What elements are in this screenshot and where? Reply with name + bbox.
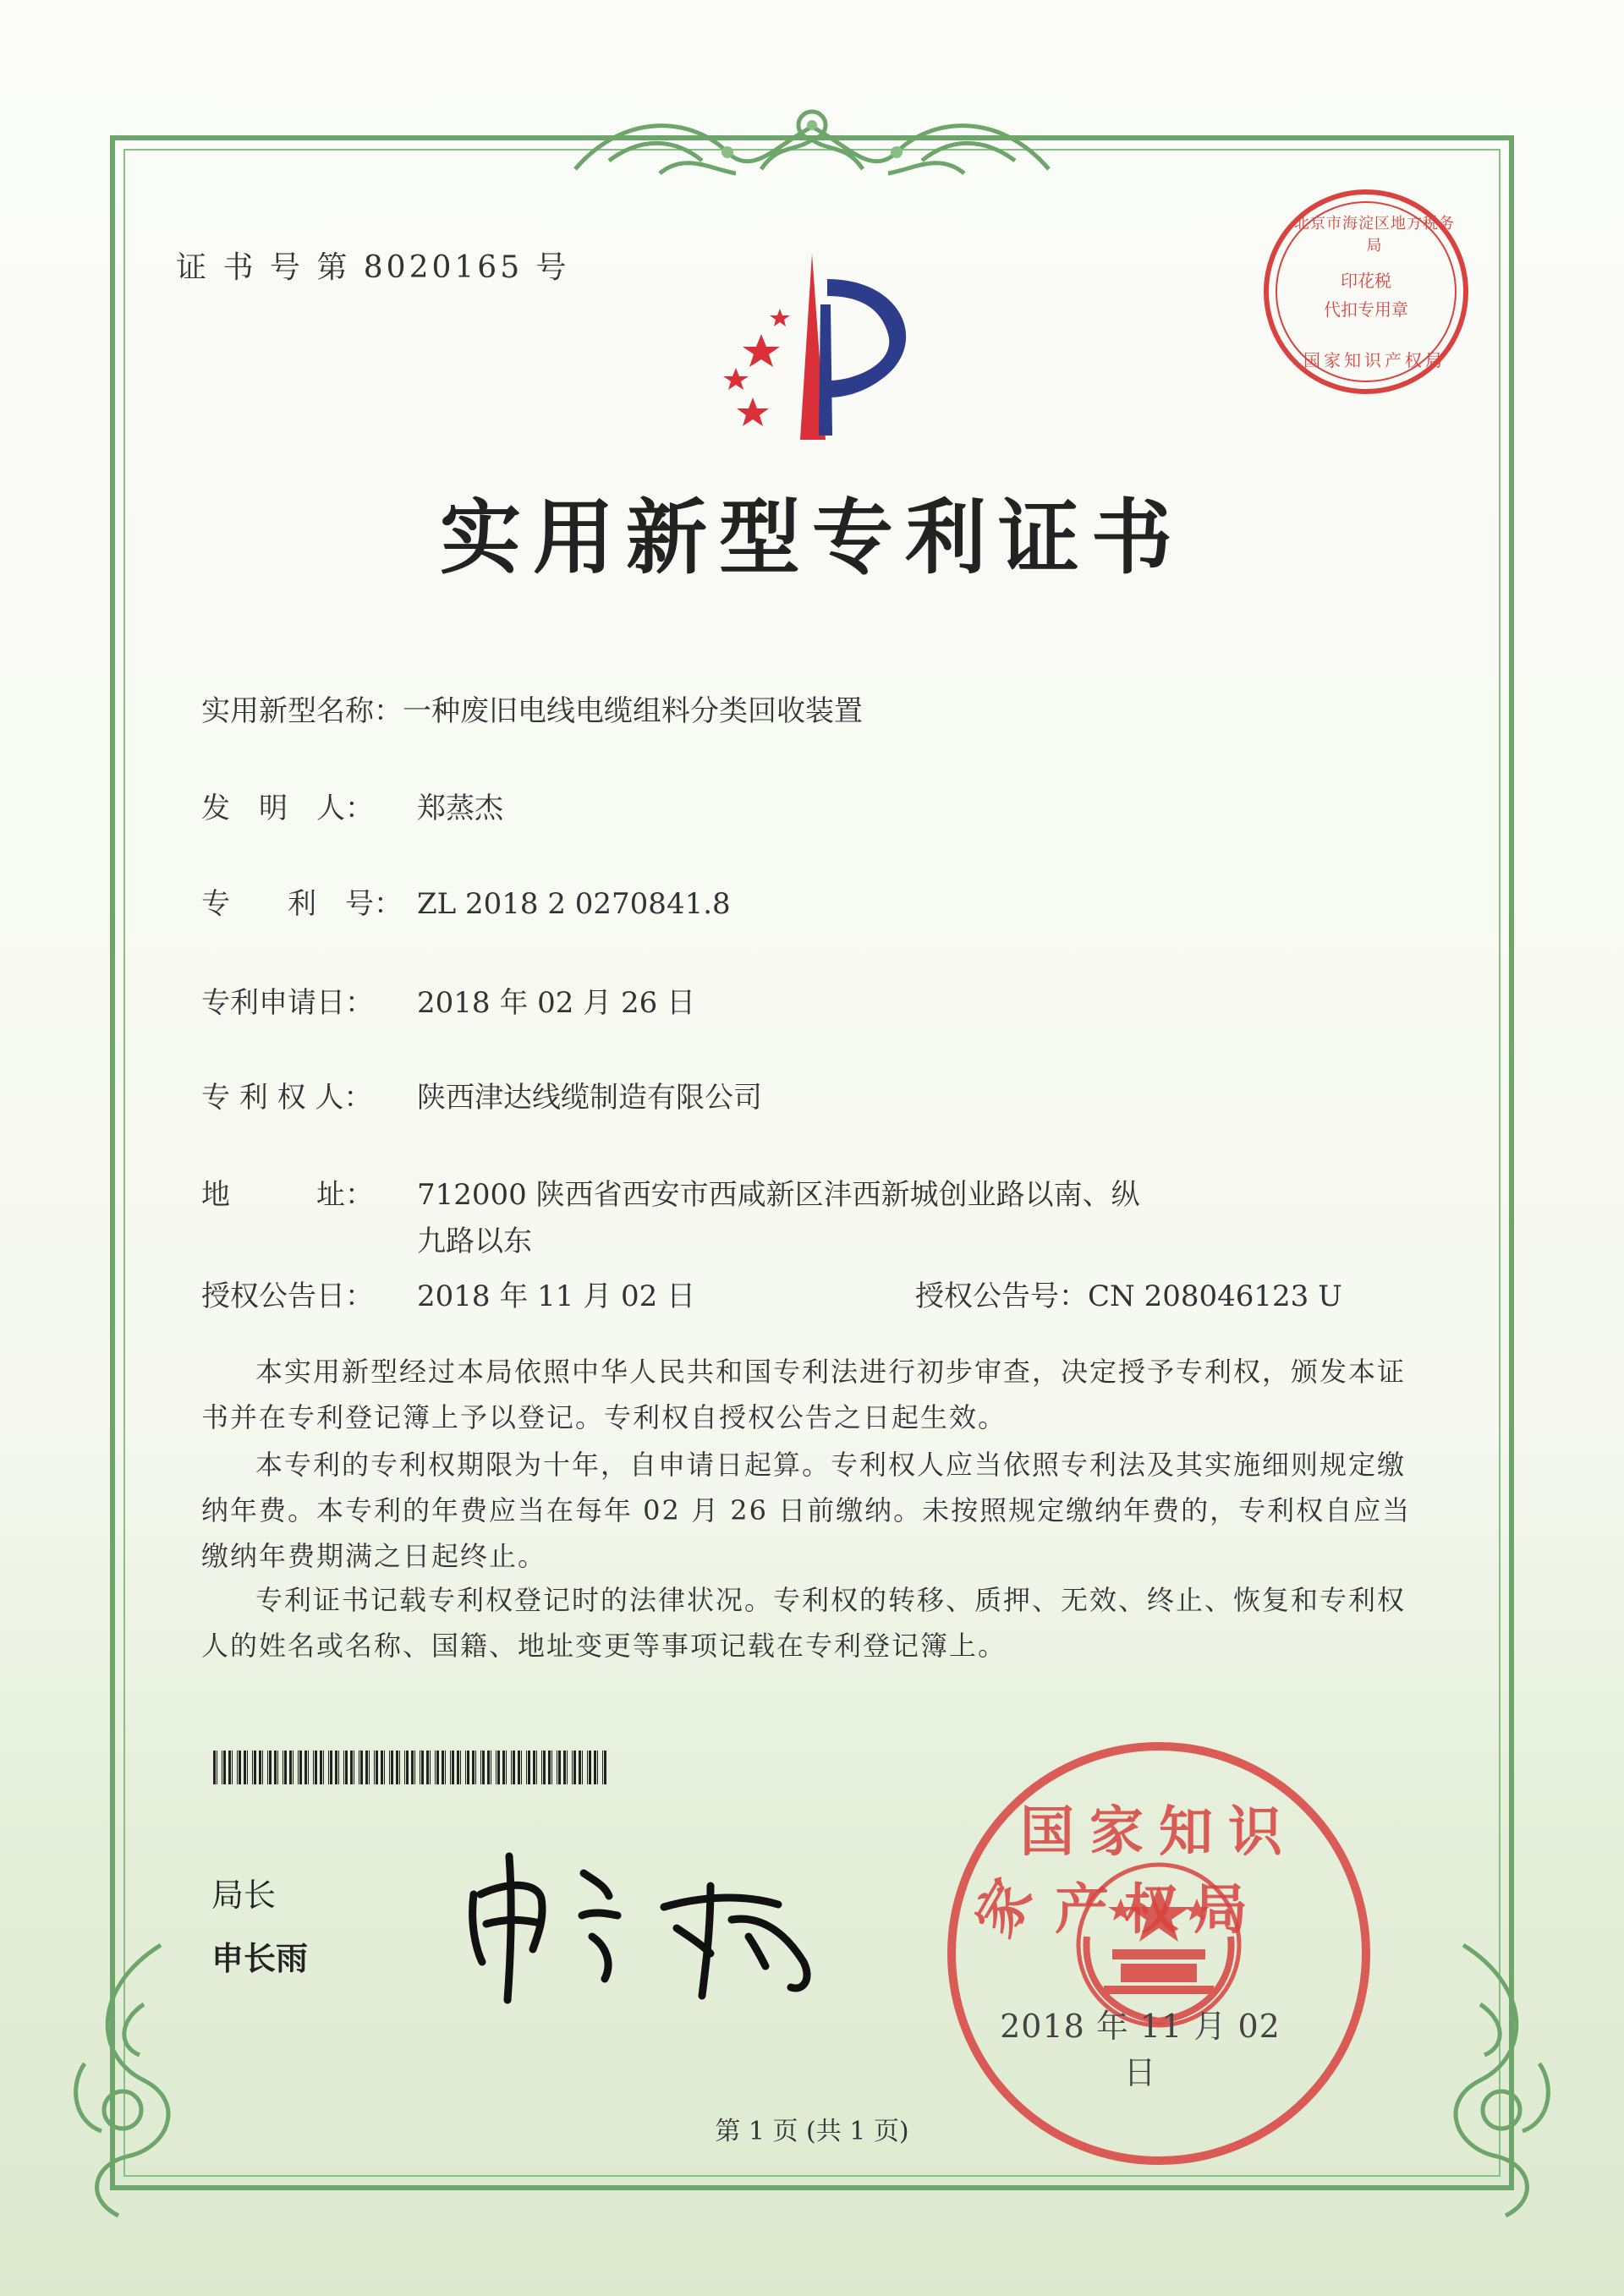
inventor-field	[201, 785, 503, 826]
tax-stamp-center	[1320, 266, 1413, 324]
corner-ornament-left-icon	[59, 1937, 228, 2224]
tax-stamp-line2: 代扣专用章	[1324, 299, 1408, 320]
tax-stamp-line1: 印花税	[1341, 271, 1391, 291]
application-date-field	[201, 979, 695, 1021]
pubno-value: CN 208046123 U	[1088, 1280, 1342, 1313]
patent-label: 专 利 号：	[201, 887, 403, 921]
statement-paragraph-2: 本专利的专利权期限为十年，自申请日起算。专利权人应当依照专利法及其实施细则规定缴纳年费。本专利的年费应当在每年 02 月 26 日前缴纳。未按照规定缴纳年费的，专利权自应当缴纳年费期满之日起终止。	[201, 1449, 1412, 1572]
certificate-title: 实用新型专利证书	[440, 490, 1184, 585]
apply-value: 2018 年 02 月 26 日	[417, 986, 696, 1020]
statement-paragraph-3: 专利证书记载专利权登记时的法律状况。专利权的转移、质押、无效、终止、恢复和专利权人的姓名或名称、国籍、地址变更等事项记载在专利登记簿上。	[201, 1584, 1407, 1662]
tax-stamp-ring-text: 北京市海淀区地方税务局	[1294, 215, 1455, 255]
publication-number-field	[915, 1273, 1342, 1314]
inventor-value: 郑蒸杰	[417, 792, 503, 825]
director-name: 申长雨	[211, 1940, 309, 1977]
address-label: 地 址：	[201, 1178, 374, 1212]
pubdate-value: 2018 年 11 月 02 日	[417, 1280, 696, 1313]
director-title: 局长	[211, 1877, 277, 1914]
name-label: 实用新型名称：	[201, 694, 403, 728]
patent-office-logo-icon	[685, 254, 939, 448]
corner-ornament-right-icon	[1396, 1937, 1565, 2224]
address-value-line2: 九路以东	[417, 1225, 532, 1258]
name-value: 一种废旧电线电缆组料分类回收装置	[403, 694, 863, 728]
apply-label: 专利申请日：	[201, 986, 374, 1020]
director-signature-icon	[457, 1835, 829, 2004]
owner-label: 专 利 权 人：	[201, 1081, 373, 1115]
pubno-label: 授权公告号：	[915, 1280, 1088, 1313]
address-value-line1: 712000 陕西省西安市西咸新区沣西新城创业路以南、纵	[417, 1178, 1140, 1212]
barcode-icon	[211, 1751, 609, 1784]
pubdate-label: 授权公告日：	[201, 1280, 374, 1313]
inventor-label: 发 明 人：	[201, 792, 374, 825]
address-field	[201, 1171, 1140, 1213]
svg-text:家: 家	[963, 1869, 1045, 1948]
statement-paragraph-1: 本实用新型经过本局依照中华人民共和国专利法进行初步审查，决定授予专利权，颁发本证书并在专利登记簿上予以登记。专利权自授权公告之日起生效。	[201, 1356, 1407, 1433]
patent-number-field	[201, 880, 731, 922]
seal-date: 2018 年 11 月 02 日	[1000, 2008, 1281, 2091]
page-number: 第 1 页 (共 1 页)	[715, 2117, 909, 2146]
patent-value: ZL 2018 2 0270841.8	[417, 887, 731, 921]
top-ornament-icon	[558, 93, 1066, 195]
certificate-number: 证 书 号 第 8020165 号	[176, 250, 570, 285]
utility-model-name-field	[201, 688, 863, 729]
owner-value: 陕西津达线缆制造有限公司	[417, 1081, 762, 1115]
seal-ring-text: 国家知识产权局	[1020, 1801, 1298, 1942]
publication-date-field	[201, 1273, 695, 1314]
tax-stamp-bottom-text: 国家知识产权局	[1303, 350, 1446, 370]
patentee-field	[201, 1074, 762, 1115]
